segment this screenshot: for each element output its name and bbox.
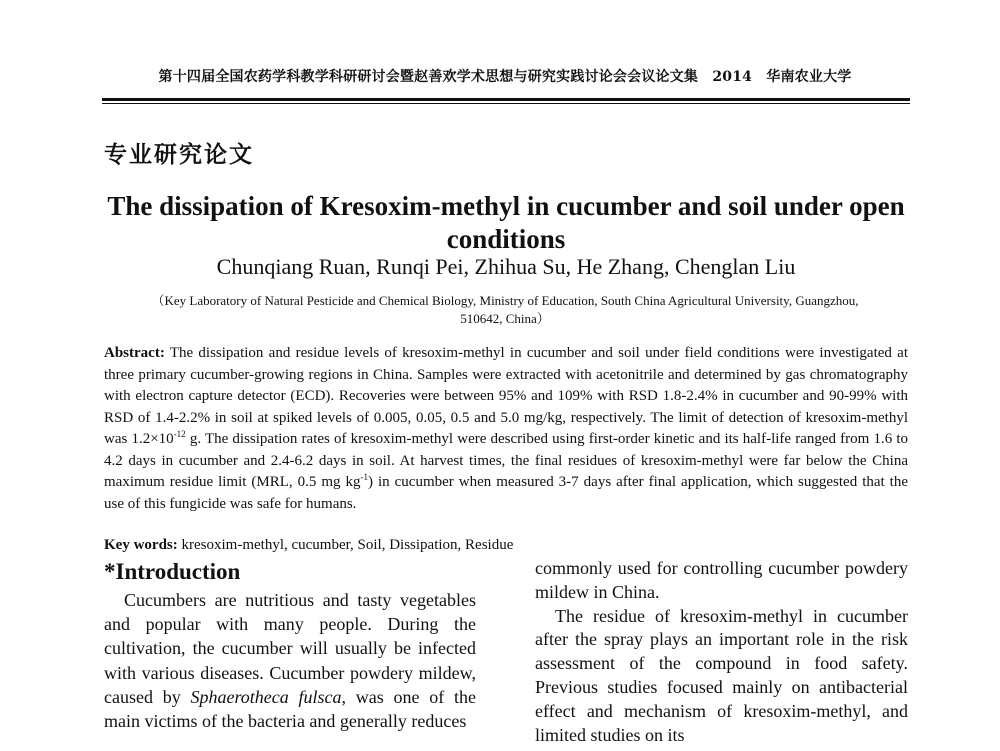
abstract-superscript-2: -1 bbox=[360, 472, 369, 482]
intro-text-1: Cucumbers are nutritious and tasty vegetables and popular with many people. During the cultivation, the cucumber will usually be infected with various diseases. Cucumber powdery mildew, caused by bbox=[104, 590, 476, 707]
right-column bbox=[535, 557, 908, 747]
left-column bbox=[104, 558, 476, 733]
abstract-text-1: The dissipation and residue levels of kresoxim-methyl in cucumber and soil under field conditions were investigated at three primary cucumber-growing regions in China. Samples were extracted with acetonitrile and determined by gas chromatography with electron capture detector (ECD). Recoveries were between 95% and 109% with RSD 1.8-2.4% in cucumber and 90-99% with RSD of 1.4-2.2% in soil at spiked levels of 0.005, 0.05, 0.5 and 5.0 mg/kg, respectively. The limit of detection of kresoxim-methyl was 1.2×10 bbox=[104, 345, 908, 447]
paper-title: The dissipation of Kresoxim-methyl in cucumber and soil under open conditions bbox=[107, 191, 905, 254]
section-label: 专业研究论文 bbox=[104, 141, 254, 168]
affiliation: （Key Laboratory of Natural Pesticide and Chemical Biology, Ministry of Education, South China Agricultural University, Guangzhou, 510642, China） bbox=[151, 293, 859, 326]
abstract-superscript-1: -12 bbox=[173, 429, 186, 439]
author-list: Chunqiang Ruan, Runqi Pei, Zhihua Su, He Zhang, Chenglan Liu bbox=[216, 254, 796, 279]
introduction-heading: *Introduction bbox=[104, 559, 241, 584]
running-header: 第十四届全国农药学科教学科研研讨会暨赵善欢学术思想与研究实践讨论会会议论文集 2014 华南农业大学 bbox=[158, 69, 852, 85]
intro-text-2: , was one of the main victims of the bacteria and generally reduces bbox=[104, 686, 476, 732]
abstract bbox=[104, 343, 908, 515]
right-paragraph-1: commonly used for controlling cucumber powdery mildew in China. bbox=[535, 558, 908, 602]
header-rule-thick bbox=[102, 98, 910, 101]
abstract-text-3: ) in cucumber when measured 3-7 days after final application, which suggested that the use of this fungicide was safe for humans. bbox=[104, 474, 908, 512]
right-paragraph-2: The residue of kresoxim-methyl in cucumber after the spray plays an important role in the risk assessment of the compound in food safety. Previous studies focused mainly on antibacterial effect and mechanism of kresoxim-methyl, and limited studies on its bbox=[535, 605, 908, 745]
header-rule-thin bbox=[102, 103, 910, 104]
species-name: Sphaerotheca fulsca bbox=[190, 686, 342, 707]
abstract-text-2: g. The dissipation rates of kresoxim-methyl were described using first-order kinetic and its half-life ranged from 1.6 to 4.2 days in cucumber and 2.4-6.2 days in soil. At harvest times, the final residues of kresoxim-methyl were far below the China maximum residue limit (MRL, 0.5 mg kg bbox=[104, 431, 909, 490]
keywords-label: Key words: bbox=[104, 537, 178, 553]
keywords-text: kresoxim-methyl, cucumber, Soil, Dissipation, Residue bbox=[177, 537, 514, 553]
abstract-label: Abstract: bbox=[104, 345, 165, 361]
introduction-paragraph bbox=[104, 588, 476, 733]
keywords bbox=[104, 535, 908, 555]
